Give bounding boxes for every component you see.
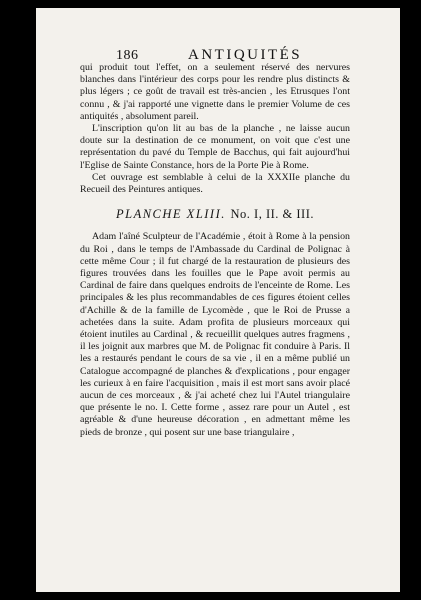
paragraph-comparison: Cet ouvrage est semblable à celui de la XXXIIe planche du Recueil des Peintures antiques. — [80, 171, 350, 196]
plate-numbers: No. I, II. & III. — [230, 207, 314, 222]
plate-heading — [80, 208, 350, 220]
page-number: 186 — [116, 48, 139, 63]
paragraph-inscription: L'inscription qu'on lit au bas de la planche , ne laisse aucun doute sur la destination de ce monument, on voit que c'est une représentation du pavé du Temple de Bacchus, qui fait aujourd'hui l'Eglise de Sainte Constance, hors de la Porte Pie à Rome. — [80, 123, 350, 171]
paragraph-adam: Adam l'aîné Sculpteur de l'Académie , étoit à Rome à la pension du Roi , dans le temps de l'Ambassade du Cardinal de Polignac à cette même Cour ; il fut chargé de la restauration de plusieurs des figures trouvées dans les fouilles que le Pape avoit permis au Cardinal de faire dans quelques endroits de l'enceinte de Rome. Les principales & les plus recommandables de ces figures étoient celles d'Achille & de la famille de Lycomède , que le Roi de Prusse a achetées dans la suite. Adam profita de plusieurs morceaux qui étoient inutiles au Cardinal , & recueillit quelques autres fragmens , il les joignit aux marbres que M. de Polignac fit conduire à Paris. Il les a restaurés pendant le cours de sa vie , il en a même publié un Catalogue accompagné de planches & d'explications , pour engager les curieux à en faire l'acquisition , mais il est mort sans avoir placé aucun de ces morceaux , & j'ai acheté chez lui l'Autel triangulaire que présente le no. I. Cette forme , assez rare pour un Autel , est agréable & d'une heureuse décoration , en admettant même les pieds de bronze , qui posent sur une base triangulaire , — [80, 231, 350, 438]
running-title: ANTIQUITÉS — [188, 47, 303, 63]
paragraph-continued: qui produit tout l'effet, on a seulement réservé des nervures blanches dans l'intérieur des corps pour les rendre plus distincts & plus légers ; ce goût de travail est très-ancien , les Etrusques l'ont connu , & j'ai rapporté une vignette dans le premier Volume de ces antiquités , absolument pareil. — [80, 62, 350, 122]
body-text — [80, 62, 350, 439]
plate-title: PLANCHE XLIII. — [116, 207, 226, 222]
